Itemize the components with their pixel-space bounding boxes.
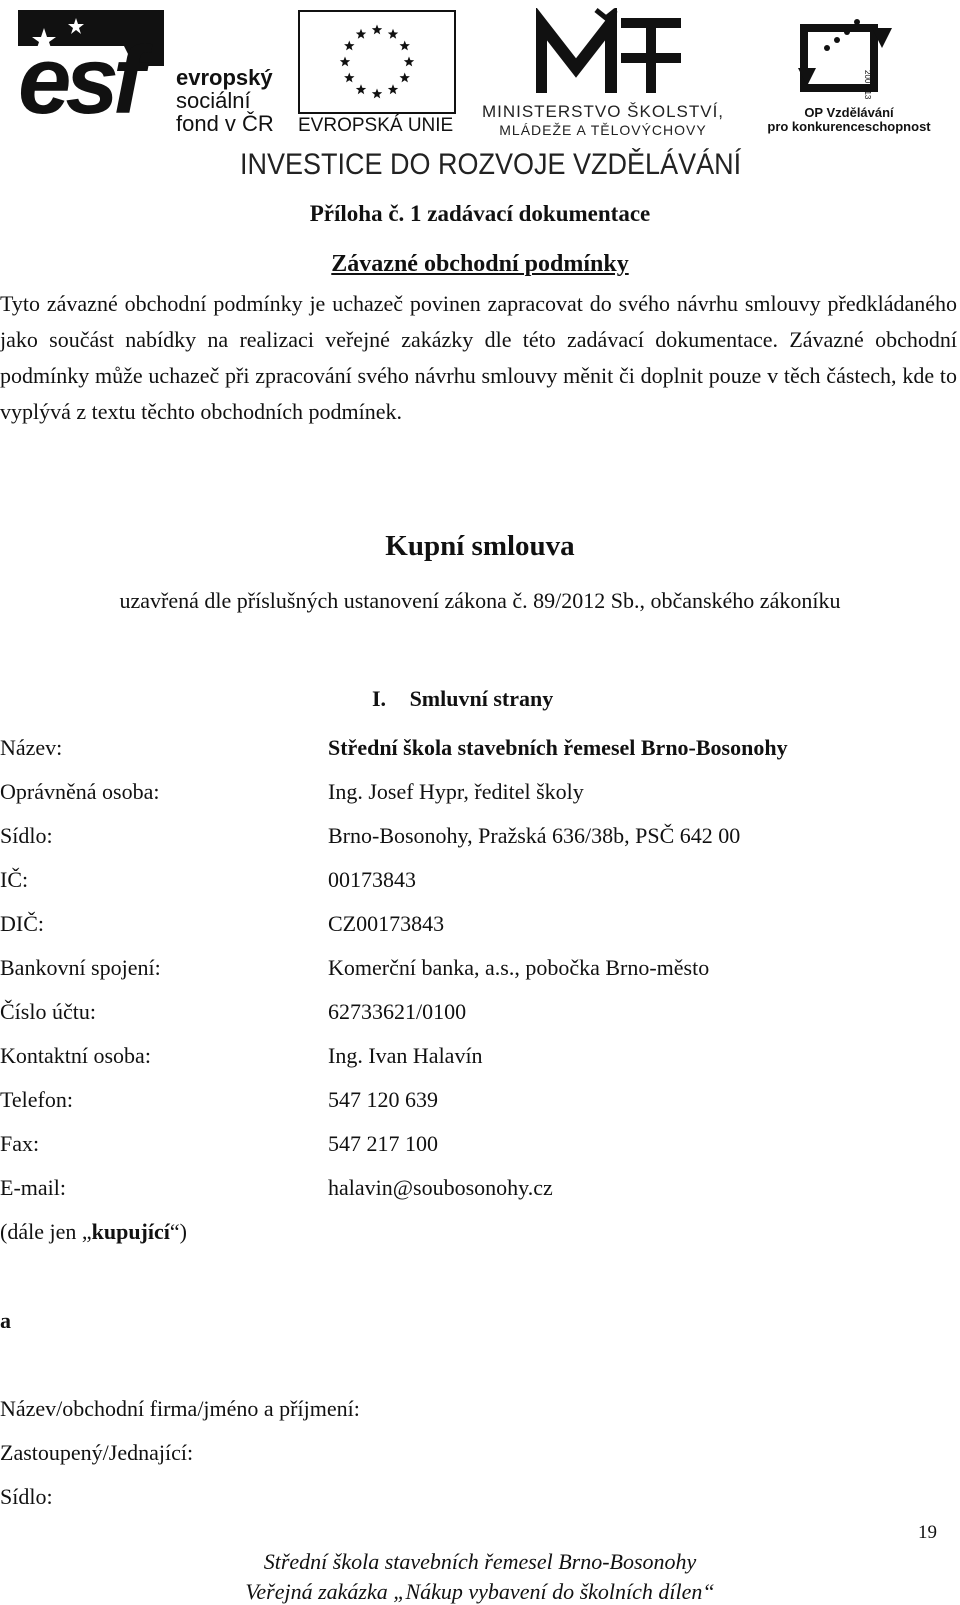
footer-line1: Střední škola stavebních řemesel Brno-Bosonohy — [263, 1549, 697, 1574]
field-label: Fax: — [0, 1131, 40, 1156]
field-label: E-mail: — [0, 1175, 66, 1200]
field-value: 547 120 639 — [328, 1087, 438, 1112]
field-label: Bankovní spojení: — [0, 955, 161, 980]
field-label: DIČ: — [0, 911, 44, 936]
page-number: 19 — [918, 1522, 937, 1543]
op-logo — [748, 8, 948, 138]
op-years: 2007-13 — [863, 70, 872, 100]
section-heading: Závazné obchodní podmínky — [331, 251, 629, 277]
part-heading — [372, 686, 553, 712]
field-label: IČ: — [0, 867, 29, 892]
field-value: Ing. Josef Hypr, ředitel školy — [328, 779, 584, 804]
contract-subtitle: uzavřená dle příslušných ustanovení zákona č. 89/2012 Sb., občanského zákoníku — [119, 588, 841, 613]
esf-logo — [14, 6, 294, 136]
eu-label: EVROPSKÁ UNIE — [298, 115, 454, 136]
conjunction: a — [0, 1308, 11, 1333]
field-label: Název: — [0, 735, 63, 760]
field-label: Sídlo: — [0, 823, 53, 848]
op-line2: pro konkurenceschopnost — [767, 118, 931, 134]
field-value: CZ00173843 — [328, 911, 445, 936]
op-line1: OP Vzdělávání — [804, 105, 894, 120]
field-label: Číslo účtu: — [0, 999, 96, 1024]
buyer-alias: kupující — [91, 1219, 170, 1244]
field-value: Střední škola stavebních řemesel Brno-Bosonohy — [328, 735, 788, 760]
msmt-logo — [468, 8, 748, 138]
buyer-alias-line — [0, 1219, 187, 1245]
intro-paragraph: Tyto závazné obchodní podmínky je uchazeč povinen zapracovat do svého návrhu smlouvy předkládaného jako součást nabídky na realizaci veřejné zakázky dle této zadávací dokumentace. Závazné obchodní podmínky může uchazeč při zpracování svého návrhu smlouvy měnit či doplnit pouze v těch částech, kde to vyplývá z textu těchto obchodních podmínek. — [0, 291, 957, 424]
field-value: halavin@soubosonohy.cz — [328, 1175, 553, 1200]
seller-field-label: Sídlo: — [0, 1484, 53, 1509]
investice-tagline: INVESTICE DO ROZVOJE VZDĚLÁVÁNÍ — [240, 148, 742, 181]
field-value: Brno-Bosonohy, Pražská 636/38b, PSČ 642 00 — [328, 823, 741, 848]
op-arrows-icon — [792, 8, 902, 100]
field-label: Kontaktní osoba: — [0, 1043, 151, 1068]
footer-line2: Veřejná zakázka „Nákup vybavení do školních dílen“ — [245, 1579, 715, 1604]
msmt-line2: MLÁDEŽE A TĚLOVÝCHOVY — [499, 122, 707, 138]
seller-field-label: Název/obchodní firma/jméno a příjmení: — [0, 1396, 360, 1421]
esf-line3: fond v ČR — [176, 111, 274, 137]
buyer-alias-prefix: (dále jen „ — [0, 1219, 92, 1244]
part-number: I. — [372, 686, 387, 711]
field-value: 00173843 — [328, 867, 416, 892]
esf-letters: esf — [18, 27, 139, 134]
part-title: Smluvní strany — [409, 686, 554, 711]
field-label: Telefon: — [0, 1087, 73, 1112]
esf-line2: sociální — [176, 88, 251, 114]
attachment-title: Příloha č. 1 zadávací dokumentace — [309, 201, 651, 226]
eu-logo — [298, 10, 458, 138]
field-value: 62733621/0100 — [328, 999, 467, 1024]
field-value: Ing. Ivan Halavín — [328, 1043, 483, 1068]
msmt-emblem-icon — [536, 8, 686, 98]
contract-title: Kupní smlouva — [385, 530, 575, 562]
eu-stars-flag-icon — [298, 10, 456, 114]
field-value: 547 217 100 — [328, 1131, 438, 1156]
buyer-alias-suffix: “) — [169, 1219, 187, 1244]
esf-line1: evropský — [176, 65, 273, 90]
field-value: Komerční banka, a.s., pobočka Brno-město — [328, 955, 710, 980]
msmt-line1: MINISTERSTVO ŠKOLSTVÍ, — [481, 102, 725, 121]
seller-field-label: Zastoupený/Jednající: — [0, 1440, 194, 1465]
field-label: Oprávněná osoba: — [0, 779, 160, 804]
